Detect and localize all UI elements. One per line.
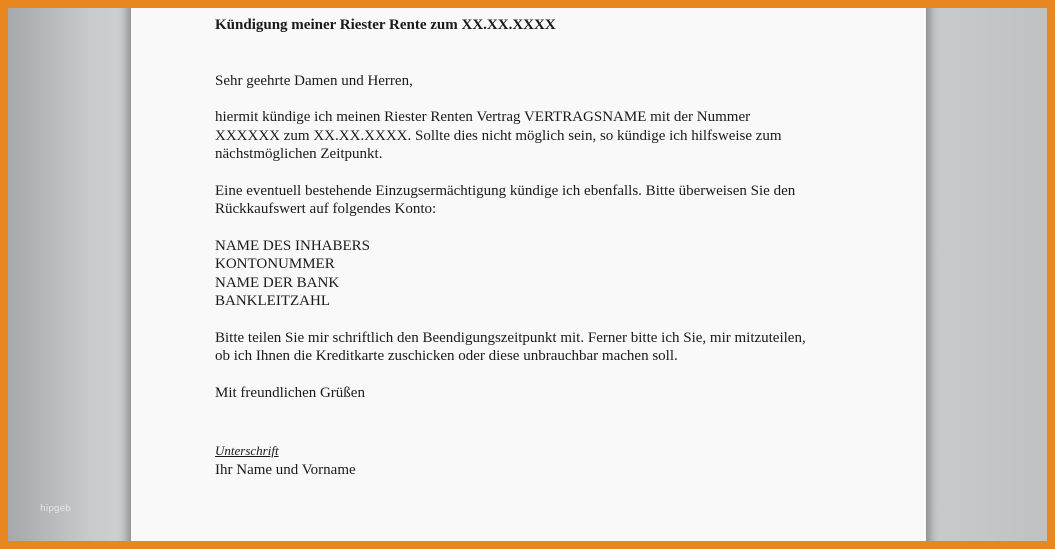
account-details bbox=[215, 237, 875, 311]
paragraph-line: Bitte teilen Sie mir schriftlich den Beendigungszeitpunkt mit. Ferner bitte ich Sie, mir mitzuteilen, bbox=[215, 329, 806, 346]
paragraph-line: hiermit kündige ich meinen Riester Renten Vertrag VERTRAGSNAME mit der Nummer bbox=[215, 109, 751, 125]
paragraph-line: nächstmöglichen Zeitpunkt. bbox=[215, 146, 383, 162]
closing-block bbox=[215, 384, 875, 480]
closing: Mit freundlichen Grüßen bbox=[215, 384, 365, 401]
bank-name: NAME DER BANK bbox=[215, 274, 340, 291]
paragraph-direct-debit bbox=[215, 182, 875, 219]
account-number: KONTONUMMER bbox=[215, 256, 335, 272]
signature-name: Ihr Name und Vorname bbox=[215, 461, 356, 478]
paragraph-line: Eine eventuell bestehende Einzugsermächtigung kündige ich ebenfalls. Bitte überweisen Sie den bbox=[215, 182, 796, 199]
salutation bbox=[215, 72, 875, 91]
signature-label: Unterschrift bbox=[215, 443, 279, 458]
bank-code: BANKLEITZAHL bbox=[215, 293, 330, 309]
paragraph-line: Rückkaufswert auf folgendes Konto: bbox=[215, 201, 437, 217]
salutation-text: Sehr geehrte Damen und Herren, bbox=[215, 72, 413, 89]
paragraph-line: ob ich Ihnen die Kreditkarte zuschicken oder diese unbrauchbar machen soll. bbox=[215, 348, 678, 364]
watermark: hipgeb bbox=[40, 504, 71, 514]
paragraph-termination bbox=[215, 108, 875, 164]
letter-body bbox=[215, 16, 875, 479]
document-page bbox=[131, 0, 926, 549]
paragraph-confirmation bbox=[215, 329, 875, 366]
paragraph-line: XXXXXX zum XX.XX.XXXX. Sollte dies nicht möglich sein, so kündige ich hilfsweise zum bbox=[215, 127, 782, 144]
letter-title: Kündigung meiner Riester Rente zum XX.XX.XXXX bbox=[215, 17, 556, 33]
account-holder: NAME DES INHABERS bbox=[215, 237, 371, 254]
